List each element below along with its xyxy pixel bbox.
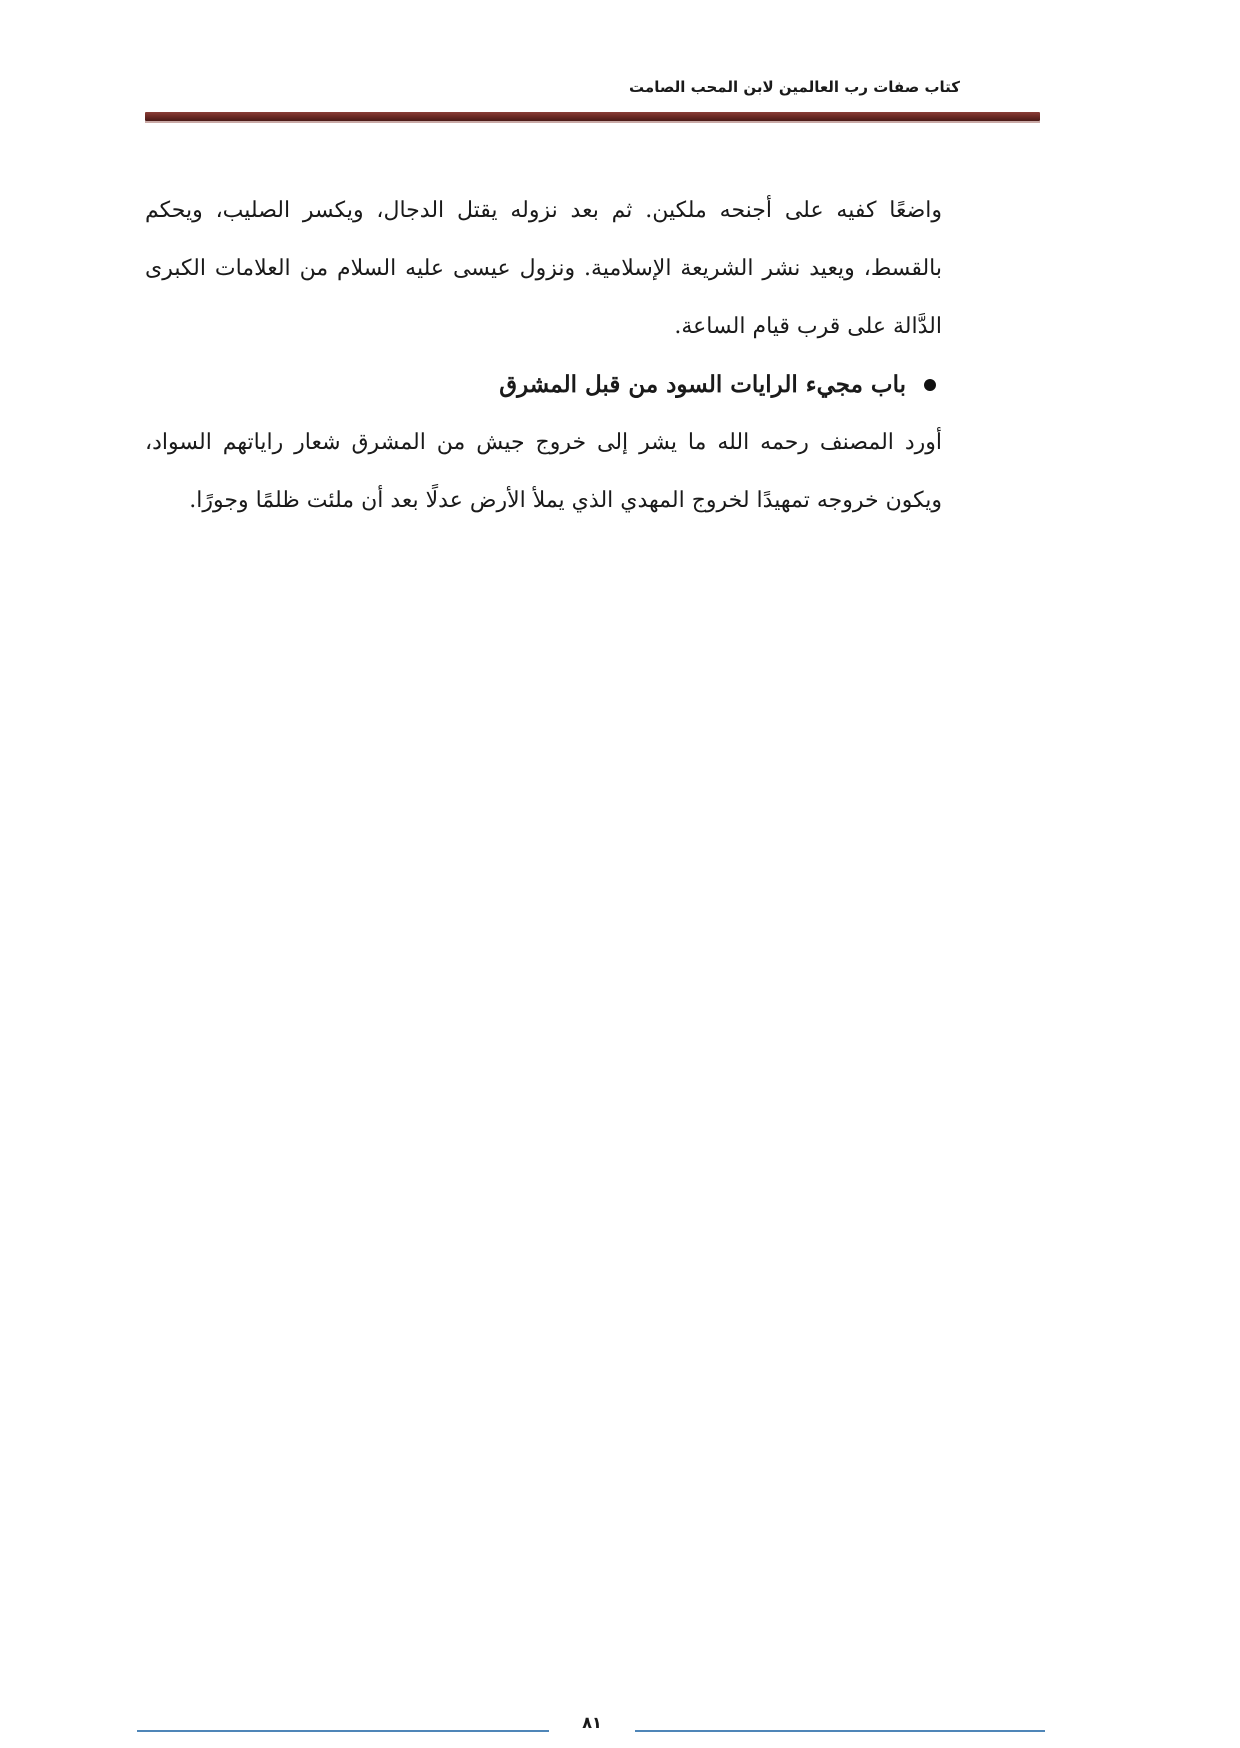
- page-number: ٨١: [582, 1713, 602, 1732]
- header-divider-shadow: [145, 121, 1040, 123]
- footer-rule-left: [137, 1730, 549, 1732]
- paragraph-2: أورد المصنف رحمه الله ما يشر إلى خروج جيش من المشرق شعار راياتهم السواد، ويكون خروجه تمهيدًا لخروج المهدي الذي يملأ الأرض عدلًا بعد أن ملئت ظلمًا وجورًا.: [145, 430, 942, 513]
- footer-rule-right: [635, 1730, 1045, 1732]
- running-header-title: كتاب صفات رب العالمين لابن المحب الصامت: [629, 78, 960, 96]
- section-heading-text: باب مجيء الرايات السود من قبل المشرق: [499, 371, 906, 398]
- section-heading: [145, 356, 942, 414]
- paragraph-1: واضعًا كفيه على أجنحه ملكين. ثم بعد نزوله يقتل الدجال، ويكسر الصليب، ويحكم بالقسط، ويعيد نشر الشريعة الإسلامية. ونزول عيسى عليه السلام من العلامات الكبرى الدَّالة على قرب قيام الساعة.: [145, 198, 942, 339]
- header-divider: [145, 112, 1040, 121]
- body-text: [145, 182, 942, 530]
- bullet-icon: [924, 379, 936, 391]
